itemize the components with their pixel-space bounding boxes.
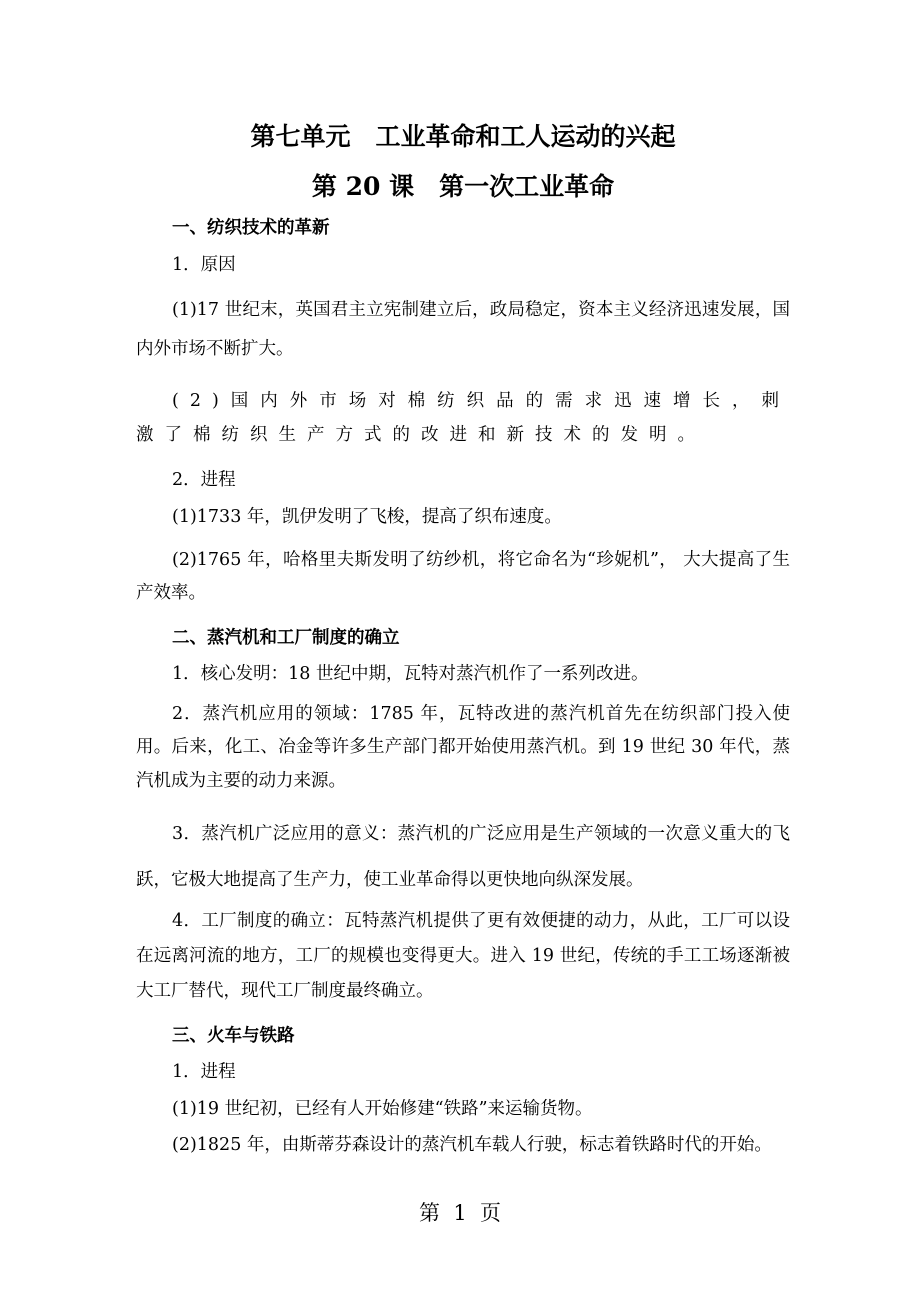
unit-title: 第七单元 工业革命和工人运动的兴起 — [250, 122, 676, 151]
subheading-railway-process: 1．进程 — [172, 1062, 236, 1082]
section-heading-textile: 一、纺织技术的革新 — [172, 218, 330, 238]
page-number: 第 1 页 — [418, 1201, 502, 1225]
paragraph-steam-fields: 2．蒸汽机应用的领域：1785 年，瓦特改进的蒸汽机首先在纺织部门投入使用。后来，化工、冶金等许多生产部门都开始使用蒸汽机。到 19 世纪 30 年代，蒸汽机成为主要的动力来源。 — [136, 704, 790, 791]
paragraph-spinning-jenny: (2)1765 年，哈格里夫斯发明了纺纱机，将它命名为“珍妮机”， 大大提高了生产效率。 — [136, 550, 790, 604]
paragraph-factory-system: 4．工厂制度的确立：瓦特蒸汽机提供了更有效便捷的动力，从此，工厂可以设在远离河流的地方，工厂的规模也变得更大。进入 19 世纪，传统的手工工场逐渐被大工厂替代，现代工厂制度最终确立。 — [136, 911, 790, 1001]
paragraph-cause-1: (1)17 世纪末，英国君主立宪制建立后，政局稳定，资本主义经济迅速发展，国内外市场不断扩大。 — [136, 300, 790, 359]
lesson-title: 第 20 课 第一次工业革命 — [311, 172, 615, 201]
subheading-process: 2．进程 — [172, 470, 236, 490]
section-heading-steam: 二、蒸汽机和工厂制度的确立 — [172, 628, 400, 648]
paragraph-locomotive: (2)1825 年，由斯蒂芬森设计的蒸汽机车载人行驶，标志着铁路时代的开始。 — [172, 1135, 772, 1155]
paragraph-steam-significance: 3．蒸汽机广泛应用的意义：蒸汽机的广泛应用是生产领域的一次意义重大的飞跃，它极大地提高了生产力，使工业革命得以更快地向纵深发展。 — [136, 824, 790, 891]
section-heading-railway: 三、火车与铁路 — [172, 1026, 295, 1046]
paragraph-core-invention: 1．核心发明：18 世纪中期，瓦特对蒸汽机作了一系列改进。 — [172, 664, 649, 684]
paragraph-early-railway: (1)19 世纪初，已经有人开始修建“铁路”来运输货物。 — [172, 1099, 593, 1119]
subheading-cause: 1．原因 — [172, 255, 236, 275]
paragraph-flying-shuttle: (1)1733 年，凯伊发明了飞梭，提高了织布速度。 — [172, 507, 562, 527]
paragraph-cause-2: (2)国内外市场对棉纺织品的需求迅速增长，刺激了棉纺织生产方式的改进和新技术的发明。 — [136, 391, 790, 446]
